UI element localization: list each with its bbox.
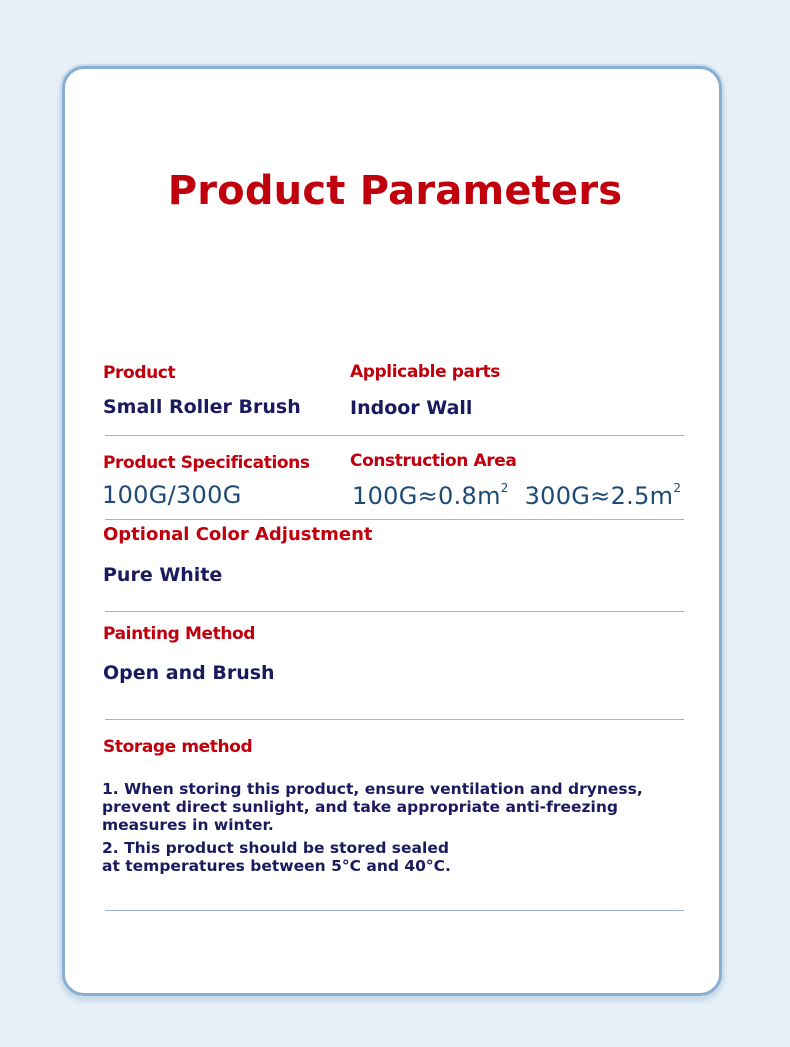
- product-label: Product: [103, 363, 176, 383]
- storage-item: 1. When storing this product, ensure ventilation and dryness, prevent direct sunlight, and take appropriate anti-freezing measures in winter.: [102, 780, 643, 834]
- unit-power: 2: [673, 481, 682, 495]
- product-value: Small Roller Brush: [103, 396, 301, 418]
- construction-area-value: [352, 481, 681, 510]
- page-title: Product Parameters: [167, 168, 623, 214]
- color-value: Pure White: [103, 564, 223, 586]
- divider: [105, 611, 684, 612]
- applicable-parts-label: Applicable parts: [350, 362, 501, 382]
- applicable-parts-value: Indoor Wall: [350, 397, 473, 419]
- color-label: Optional Color Adjustment: [103, 524, 373, 545]
- painting-method-label: Painting Method: [103, 624, 256, 644]
- divider: [105, 910, 684, 911]
- construction-area-second: 300G≈2.5m: [524, 482, 674, 510]
- storage-item: 2. This product should be stored sealed at temperatures between 5°C and 40°C.: [102, 839, 451, 875]
- storage-method-label: Storage method: [103, 737, 253, 757]
- divider: [105, 435, 684, 436]
- painting-method-value: Open and Brush: [103, 662, 275, 684]
- construction-area-label: Construction Area: [350, 451, 517, 471]
- specifications-label: Product Specifications: [103, 453, 310, 473]
- divider: [105, 719, 684, 720]
- construction-area-first: 100G≈0.8m: [352, 482, 501, 510]
- specifications-value: 100G/300G: [102, 481, 242, 509]
- unit-power: 2: [500, 481, 509, 495]
- divider: [105, 519, 684, 520]
